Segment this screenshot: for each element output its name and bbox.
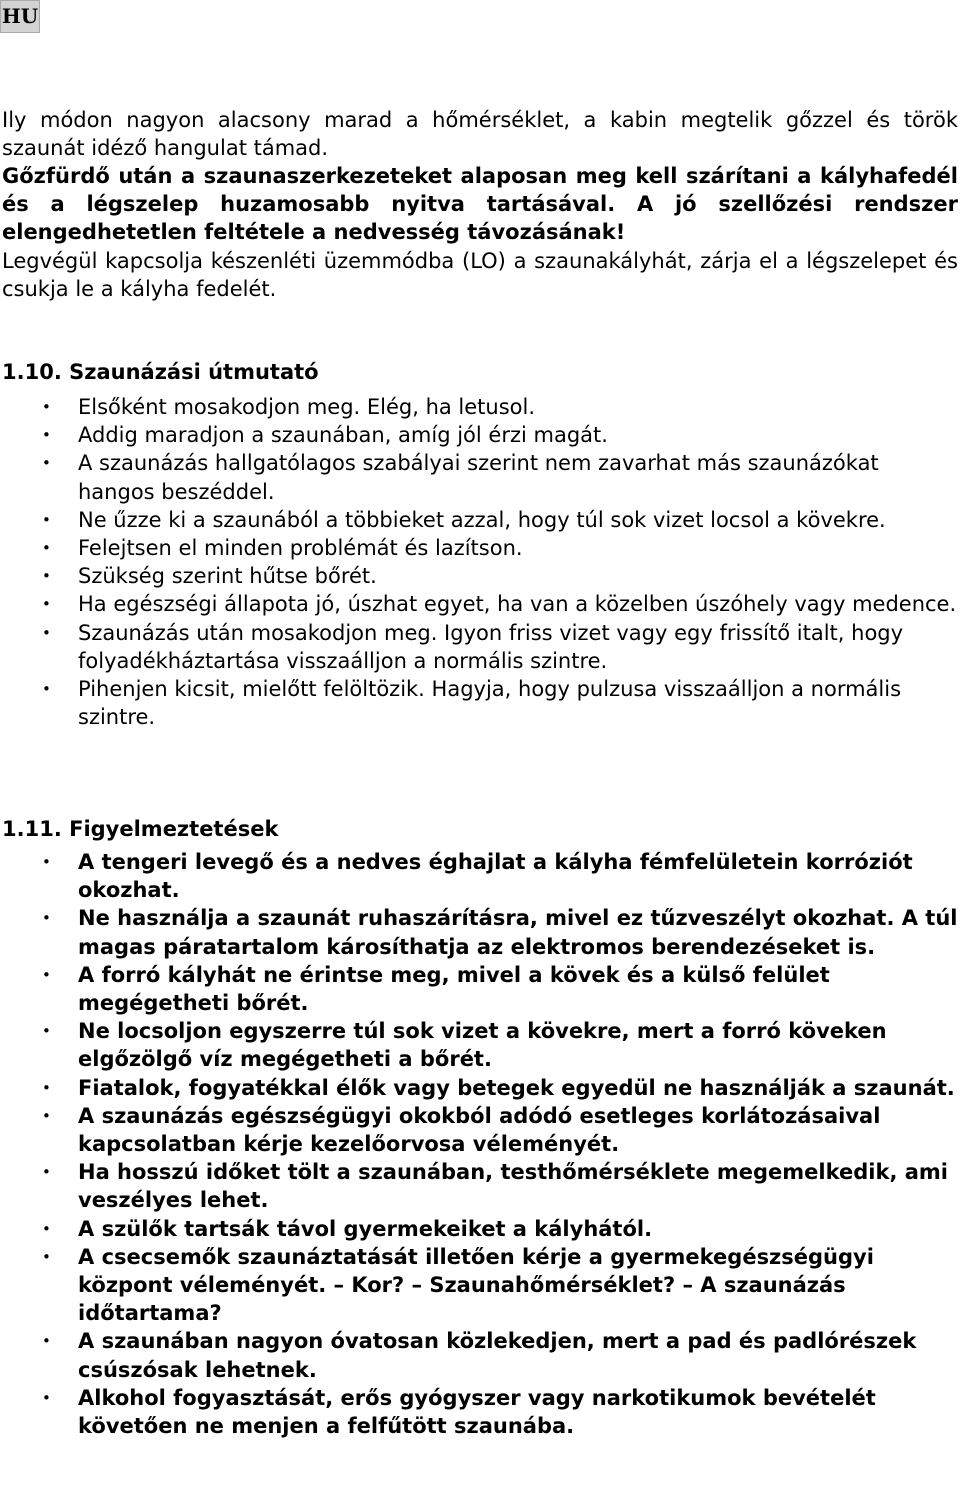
- list-item: • Addig maradjon a szaunában, amíg jól érzi magát.: [0, 421, 960, 449]
- list-item: • Szükség szerint hűtse bőrét.: [0, 562, 960, 590]
- list-item: • Ha egészségi állapota jó, úszhat egyet, ha van a közelben úszóhely vagy medence.: [0, 590, 960, 618]
- list-item: • Szaunázás után mosakodjon meg. Igyon friss vizet vagy egy frissítő italt, hogy folyadékháztartása visszaálljon a normális szintre.: [0, 619, 960, 675]
- guidance-list: [0, 393, 960, 731]
- list-item: • A forró kályhát ne érintse meg, mivel a kövek és a külső felület megégetheti bőrét.: [0, 961, 960, 1017]
- intro-paragraph-2: Gőzfürdő után a szaunaszerkezeteket alaposan meg kell szárítani a kályhafedél és a légszelep huzamosabb nyitva tartásával. A jó szellőzési rendszer elengedhetetlen feltétele a nedvesség távozásának!: [2, 164, 958, 245]
- list-item: • Ne locsoljon egyszerre túl sok vizet a kövekre, mert a forró köveken elgőzölgő víz megégetheti a bőrét.: [0, 1017, 960, 1073]
- list-item: • A szaunázás hallgatólagos szabályai szerint nem zavarhat más szaunázókat hangos beszéddel.: [0, 449, 960, 505]
- section-heading-1-10: 1.10. Szaunázási útmutató: [2, 360, 319, 384]
- intro-paragraph-3: Legvégül kapcsolja készenléti üzemmódba (LO) a szaunakályhát, zárja el a légszelepet és csukja le a kályha fedelét.: [2, 249, 958, 302]
- warnings-list: [0, 848, 960, 1440]
- list-item: • Pihenjen kicsit, mielőtt felöltözik. Hagyja, hogy pulzusa visszaálljon a normális szintre.: [0, 675, 960, 731]
- list-item: • Elsőként mosakodjon meg. Elég, ha letusol.: [0, 393, 960, 421]
- intro-paragraph-1: Ily módon nagyon alacsony marad a hőmérséklet, a kabin megtelik gőzzel és török szaunát idéző hangulat támad.: [2, 108, 958, 161]
- language-tag: HU: [0, 0, 40, 33]
- list-item: • Fiatalok, fogyatékkal élők vagy betegek egyedül ne használják a szaunát.: [0, 1074, 960, 1102]
- list-item: • A szülők tartsák távol gyermekeiket a kályhától.: [0, 1215, 960, 1243]
- list-item: • Ha hosszú időket tölt a szaunában, testhőmérséklete megemelkedik, ami veszélyes lehet.: [0, 1158, 960, 1214]
- list-item: • A szaunában nagyon óvatosan közlekedjen, mert a pad és padlórészek csúszósak lehetnek.: [0, 1327, 960, 1383]
- list-item: • A csecsemők szaunáztatását illetően kérje a gyermekegészségügyi központ véleményét. – Kor? – Szaunahőmérséklet? – A szaunázás időtartama?: [0, 1243, 960, 1328]
- list-item: • Ne használja a szaunát ruhaszárításra, mivel ez tűzveszélyt okozhat. A túl magas páratartalom károsíthatja az elektromos berendezéseket is.: [0, 904, 960, 960]
- list-item: • A tengeri levegő és a nedves éghajlat a kályha fémfelületein korróziót okozhat.: [0, 848, 960, 904]
- list-item: • A szaunázás egészségügyi okokból adódó esetleges korlátozásaival kapcsolatban kérje kezelőorvosa véleményét.: [0, 1102, 960, 1158]
- section-heading-1-11: 1.11. Figyelmeztetések: [2, 817, 279, 841]
- list-item: • Ne űzze ki a szaunából a többieket azzal, hogy túl sok vizet locsol a kövekre.: [0, 506, 960, 534]
- list-item: • Felejtsen el minden problémát és lazítson.: [0, 534, 960, 562]
- list-item: • Alkohol fogyasztását, erős gyógyszer vagy narkotikumok bevételét követően ne menjen a felfűtött szaunába.: [0, 1384, 960, 1440]
